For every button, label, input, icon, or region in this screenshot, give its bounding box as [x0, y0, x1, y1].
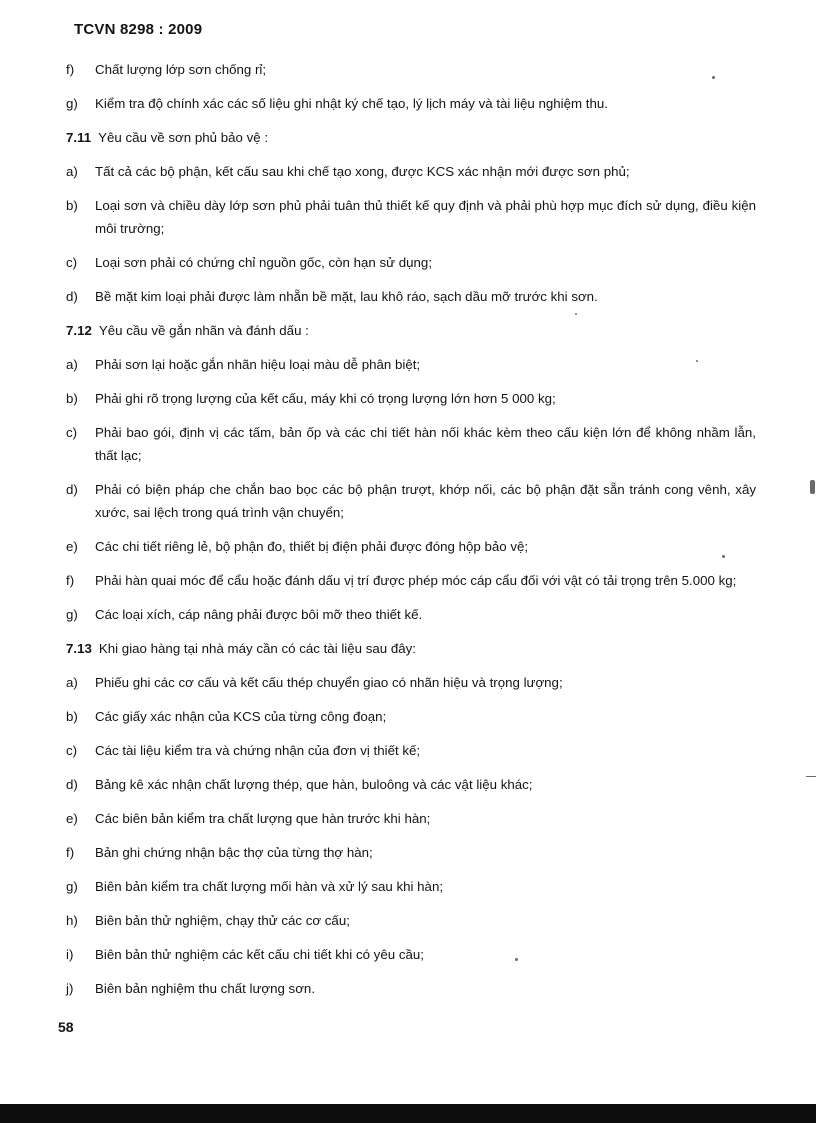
item-text: Bản ghi chứng nhận bậc thợ của từng thợ hàn;	[95, 845, 373, 860]
item-label: b)	[66, 198, 78, 213]
item-text: Phải sơn lại hoặc gắn nhãn hiệu loại màu dễ phân biệt;	[95, 357, 421, 372]
list-item	[66, 875, 756, 898]
item-label: c)	[66, 743, 78, 758]
section-heading-7-11	[66, 126, 756, 149]
list-item	[66, 671, 756, 694]
item-label: i)	[66, 947, 74, 962]
item-text: Các tài liệu kiểm tra và chứng nhận của đơn vị thiết kế;	[95, 743, 421, 758]
item-label: e)	[66, 811, 78, 826]
item-text: Phải bao gói, định vị các tấm, bản ốp và các chi tiết hàn nối khác kèm theo cấu kiện lớn để không nhầm lẫn, thất lạc;	[95, 425, 756, 463]
item-text: Phải ghi rõ trọng lượng của kết cấu, máy khi có trọng lượng lớn hơn 5 000 kg;	[95, 391, 556, 406]
item-label: d)	[66, 289, 78, 304]
item-label: b)	[66, 391, 78, 406]
section-title: Yêu cầu về gắn nhãn và đánh dấu :	[98, 323, 309, 338]
scan-speck	[810, 480, 815, 494]
list-item	[66, 421, 756, 467]
item-label: c)	[66, 425, 78, 440]
page-number: 58	[58, 1019, 74, 1035]
list-item	[66, 285, 756, 308]
scan-speck	[806, 776, 816, 777]
item-text: Loại sơn phải có chứng chỉ nguồn gốc, còn hạn sử dụng;	[95, 255, 433, 270]
item-text: Kiểm tra độ chính xác các số liệu ghi nhật ký chế tạo, lý lịch máy và tài liệu nghiệm thu.	[95, 96, 608, 111]
item-label: g)	[66, 96, 78, 111]
item-text: Các loại xích, cáp nâng phải được bôi mỡ theo thiết kế.	[95, 607, 423, 622]
section-number: 7.13	[66, 641, 92, 656]
item-text: Các chi tiết riêng lẻ, bộ phận đo, thiết bị điện phải được đóng hộp bảo vệ;	[95, 539, 529, 554]
section-heading-7-12	[66, 319, 756, 342]
list-item	[66, 943, 756, 966]
item-text: Phải hàn quai móc để cẩu hoặc đánh dấu vị trí được phép móc cáp cẩu đối với vật có tải trọng trên 5.000 kg;	[95, 573, 737, 588]
item-label: g)	[66, 607, 78, 622]
item-label: a)	[66, 357, 78, 372]
list-item	[66, 387, 756, 410]
scan-speck	[722, 555, 725, 558]
item-text: Tất cả các bộ phận, kết cấu sau khi chế tạo xong, được KCS xác nhận mới được sơn phủ;	[95, 164, 630, 179]
list-item	[66, 478, 756, 524]
list-item	[66, 160, 756, 183]
item-label: a)	[66, 675, 78, 690]
list-item	[66, 58, 756, 81]
section-heading-7-13	[66, 637, 756, 660]
item-label: d)	[66, 482, 78, 497]
item-text: Bề mặt kim loại phải được làm nhẵn bề mặt, lau khô ráo, sạch dầu mỡ trước khi sơn.	[95, 289, 598, 304]
list-item	[66, 739, 756, 762]
item-label: f)	[66, 62, 75, 77]
scan-speck	[696, 360, 698, 362]
item-label: f)	[66, 845, 75, 860]
list-item	[66, 353, 756, 376]
item-text: Chất lượng lớp sơn chống rỉ;	[95, 62, 267, 77]
item-label: f)	[66, 573, 75, 588]
list-item	[66, 841, 756, 864]
item-text: Phải có biện pháp che chắn bao bọc các bộ phận trượt, khớp nối, các bộ phận đặt sẵn tránh cong vênh, xây xước, sai lệch trong quá trình vận chuyển;	[95, 482, 756, 520]
section-title: Khi giao hàng tại nhà máy cần có các tài liệu sau đây:	[98, 641, 416, 656]
item-label: e)	[66, 539, 78, 554]
section-title: Yêu cầu về sơn phủ bảo vệ :	[98, 130, 269, 145]
document-header: TCVN 8298 : 2009	[74, 21, 203, 38]
list-item	[66, 194, 756, 240]
item-label: c)	[66, 255, 78, 270]
item-text: Biên bản kiểm tra chất lượng mối hàn và xử lý sau khi hàn;	[95, 879, 444, 894]
list-item	[66, 569, 756, 592]
scan-bottom-border	[0, 1104, 816, 1123]
list-item	[66, 535, 756, 558]
item-text: Phiếu ghi các cơ cấu và kết cấu thép chuyển giao có nhãn hiệu và trọng lượng;	[95, 675, 563, 690]
item-text: Biên bản thử nghiệm, chạy thử các cơ cấu;	[95, 913, 350, 928]
list-item	[66, 251, 756, 274]
document-body	[66, 58, 756, 1011]
item-label: h)	[66, 913, 78, 928]
item-text: Loại sơn và chiều dày lớp sơn phủ phải tuân thủ thiết kế quy định và phải phù hợp mục đích sử dụng, điều kiện môi trường;	[95, 198, 756, 236]
scan-speck	[712, 76, 715, 79]
scan-speck	[515, 958, 518, 961]
section-number: 7.11	[66, 130, 92, 145]
list-item	[66, 603, 756, 626]
list-item	[66, 92, 756, 115]
section-number: 7.12	[66, 323, 92, 338]
list-item	[66, 773, 756, 796]
item-label: a)	[66, 164, 78, 179]
list-item	[66, 807, 756, 830]
item-text: Các giấy xác nhận của KCS của từng công đoạn;	[95, 709, 387, 724]
list-item	[66, 909, 756, 932]
item-text: Biên bản thử nghiệm các kết cấu chi tiết khi có yêu cầu;	[95, 947, 424, 962]
list-item	[66, 705, 756, 728]
scan-speck	[575, 313, 577, 315]
item-text: Các biên bản kiểm tra chất lượng que hàn trước khi hàn;	[95, 811, 431, 826]
list-item	[66, 977, 756, 1000]
item-text: Bảng kê xác nhận chất lượng thép, que hàn, buloông và các vật liệu khác;	[95, 777, 533, 792]
item-label: j)	[66, 981, 74, 996]
item-text: Biên bản nghiệm thu chất lượng sơn.	[95, 981, 316, 996]
item-label: g)	[66, 879, 78, 894]
item-label: b)	[66, 709, 78, 724]
item-label: d)	[66, 777, 78, 792]
